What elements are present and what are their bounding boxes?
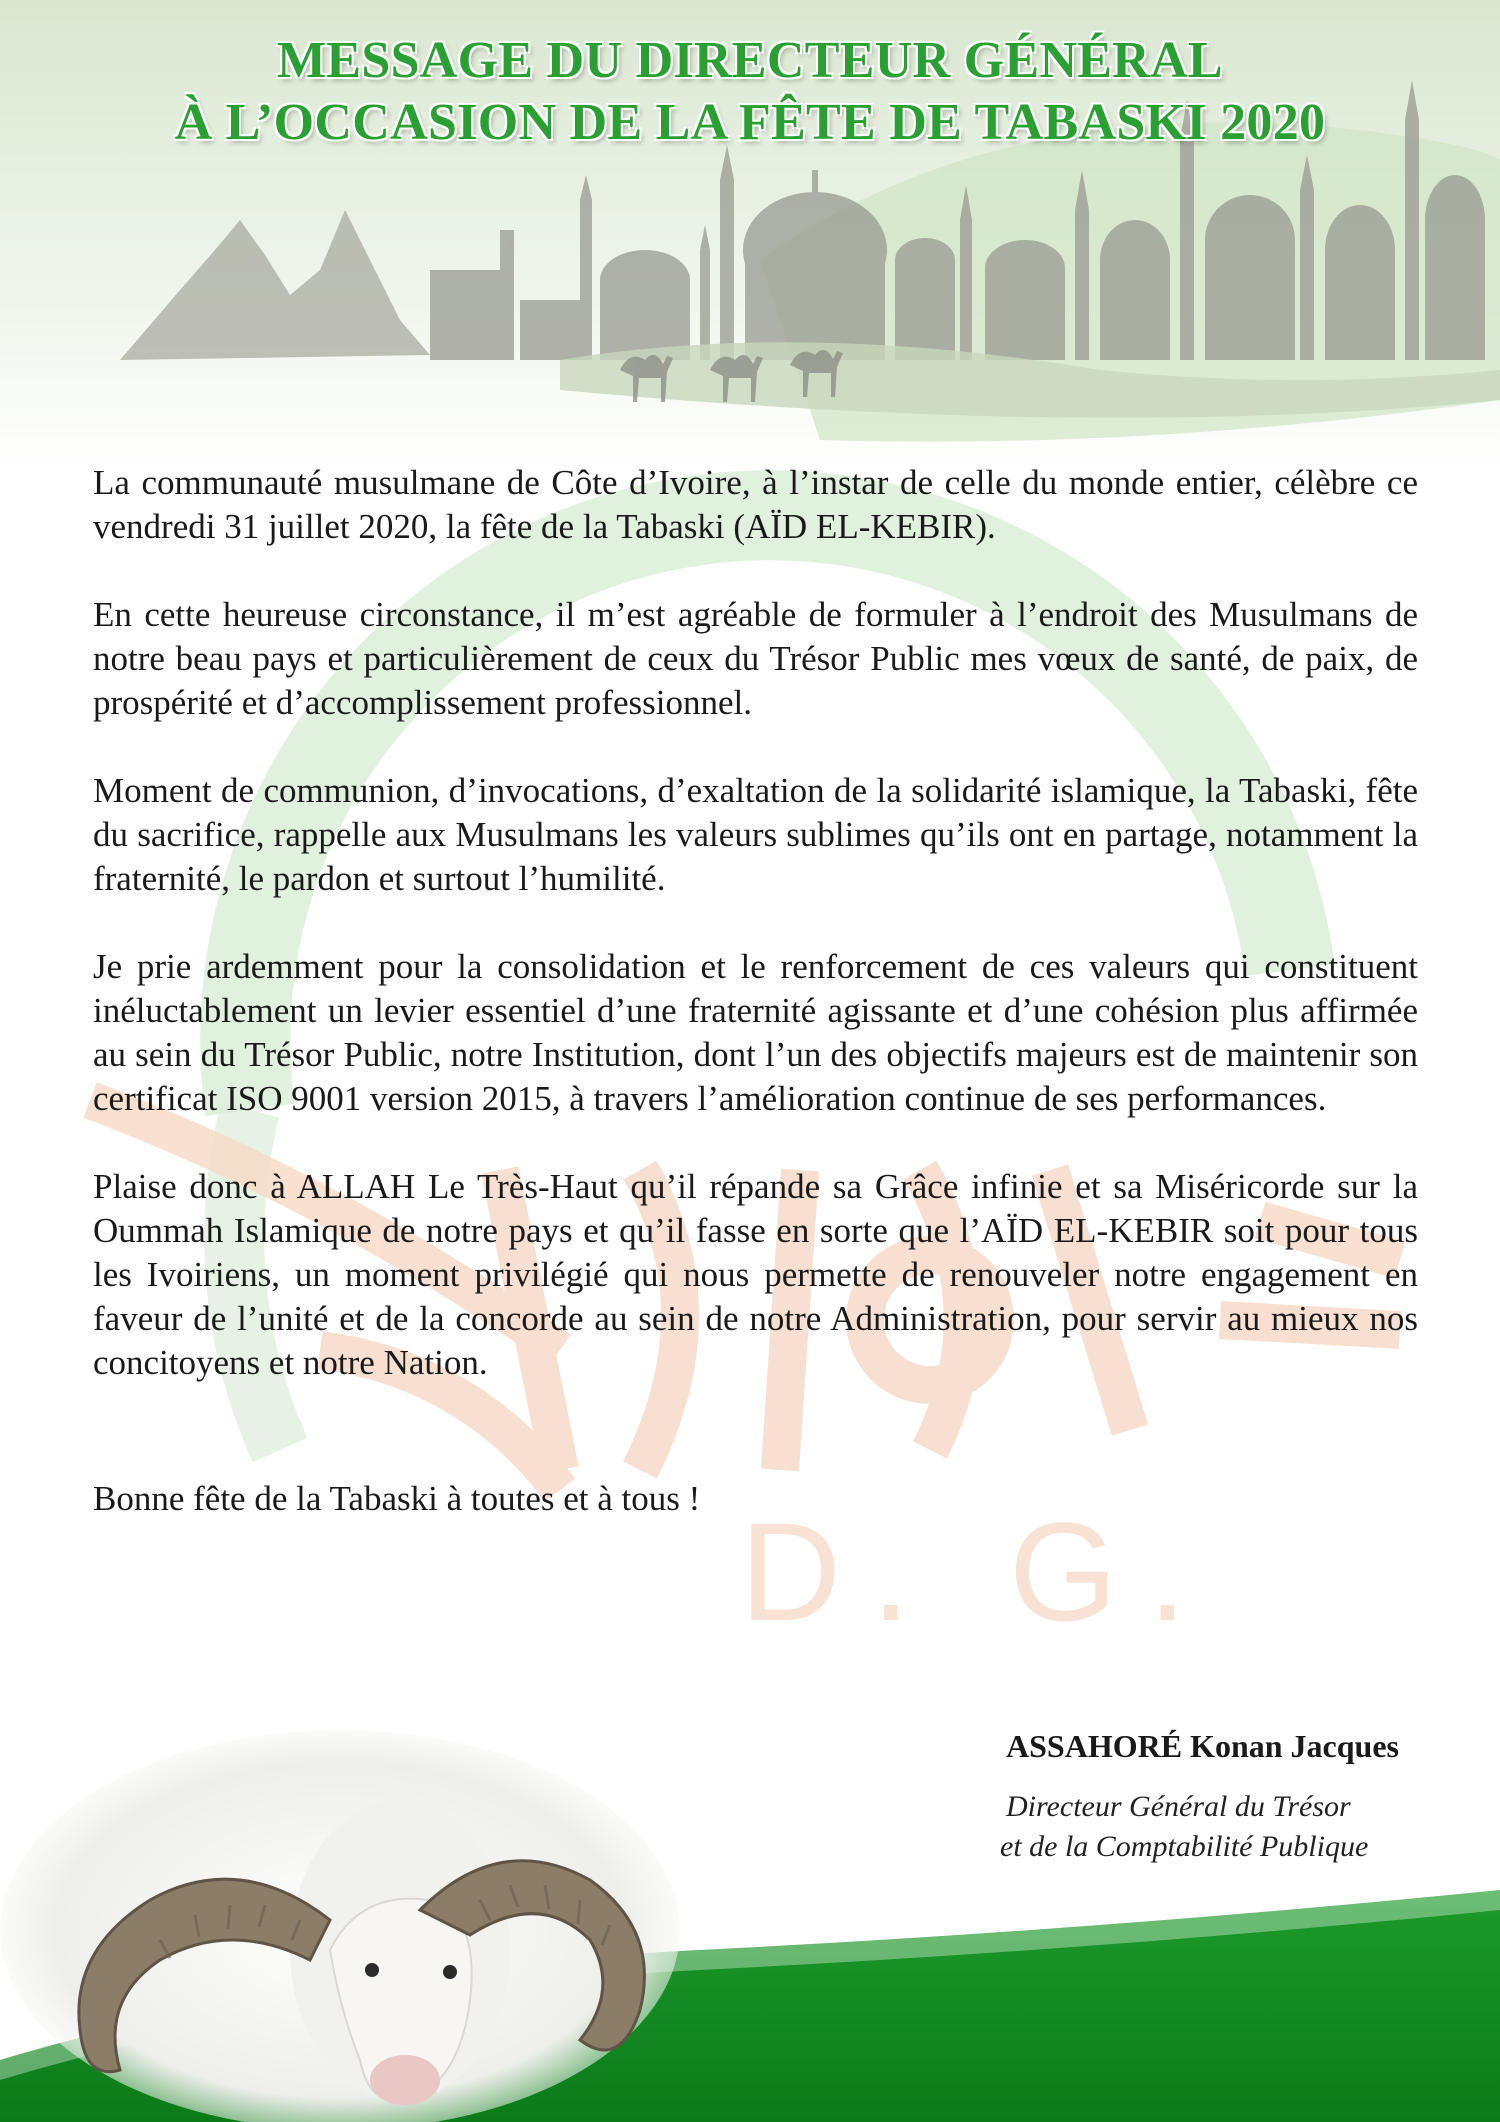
paragraph-3: Moment de communion, d’invocations, d’exaltation de la solidarité islamique, la Tabaski, fête du sacrifice, rappelle aux Musulmans les valeurs sublimes qu’ils ont en partage, notamment la fraternité, le pardon et surtout l’humilité. (93, 771, 1418, 898)
signatory-title-line-2: et de la Comptabilité Publique (1000, 1830, 1369, 1863)
signatory-title (1000, 1787, 1368, 1867)
closing-wish: Bonne fête de la Tabaski à toutes et à tous ! (93, 1479, 701, 1518)
paragraph-2: En cette heureuse circonstance, il m’est agréable de formuler à l’endroit des Musulmans de notre beau pays et particulièrement de ceux du Trésor Public mes vœux de santé, de paix, de prospérité et d’accomplissement professionnel. (93, 595, 1418, 722)
signatory-name: ASSAHORÉ Konan Jacques (1006, 1728, 1399, 1764)
paragraph-1: La communauté musulmane de Côte d’Ivoire, à l’instar de celle du monde entier, célèbre ce vendredi 31 juillet 2020, la fête de la Tabaski (AÏD EL-KEBIR). (93, 463, 1418, 546)
ram-illustration (0, 1700, 760, 2122)
signatory-title-line-1: Directeur Général du Trésor (1006, 1790, 1351, 1823)
paragraph-4: Je prie ardemment pour la consolidation et le renforcement de ces valeurs qui constituent inéluctablement un levier essentiel d’une fraternité agissante et d’une cohésion plus affirmée au sein du Trésor Public, notre Institution, dont l’un des objectifs majeurs est de maintenir son certificat ISO 9001 version 2015, à travers l’amélioration continue de ses performances. (93, 947, 1418, 1118)
watermark-letters: D. G. (740, 1493, 1217, 1650)
title-line-1: MESSAGE DU DIRECTEUR GÉNÉRAL (277, 32, 1223, 89)
title-line-2: À L’OCCASION DE LA FÊTE DE TABASKI 2020 (174, 94, 1326, 151)
mountains (120, 210, 430, 360)
message-body (93, 461, 1418, 1565)
page-title (0, 30, 1500, 154)
paragraph-5: Plaise donc à ALLAH Le Très-Haut qu’il répande sa Grâce infinie et sa Miséricorde sur la Oummah Islamique de notre pays et qu’il fasse en sorte que l’AÏD EL-KEBIR soit pour tous les Ivoiriens, un moment privilégié qui nous permette de renouveler notre engagement en faveur de l’unité et de la concorde au sein de notre Administration, pour servir au mieux nos concitoyens et notre Nation. (93, 1167, 1418, 1382)
